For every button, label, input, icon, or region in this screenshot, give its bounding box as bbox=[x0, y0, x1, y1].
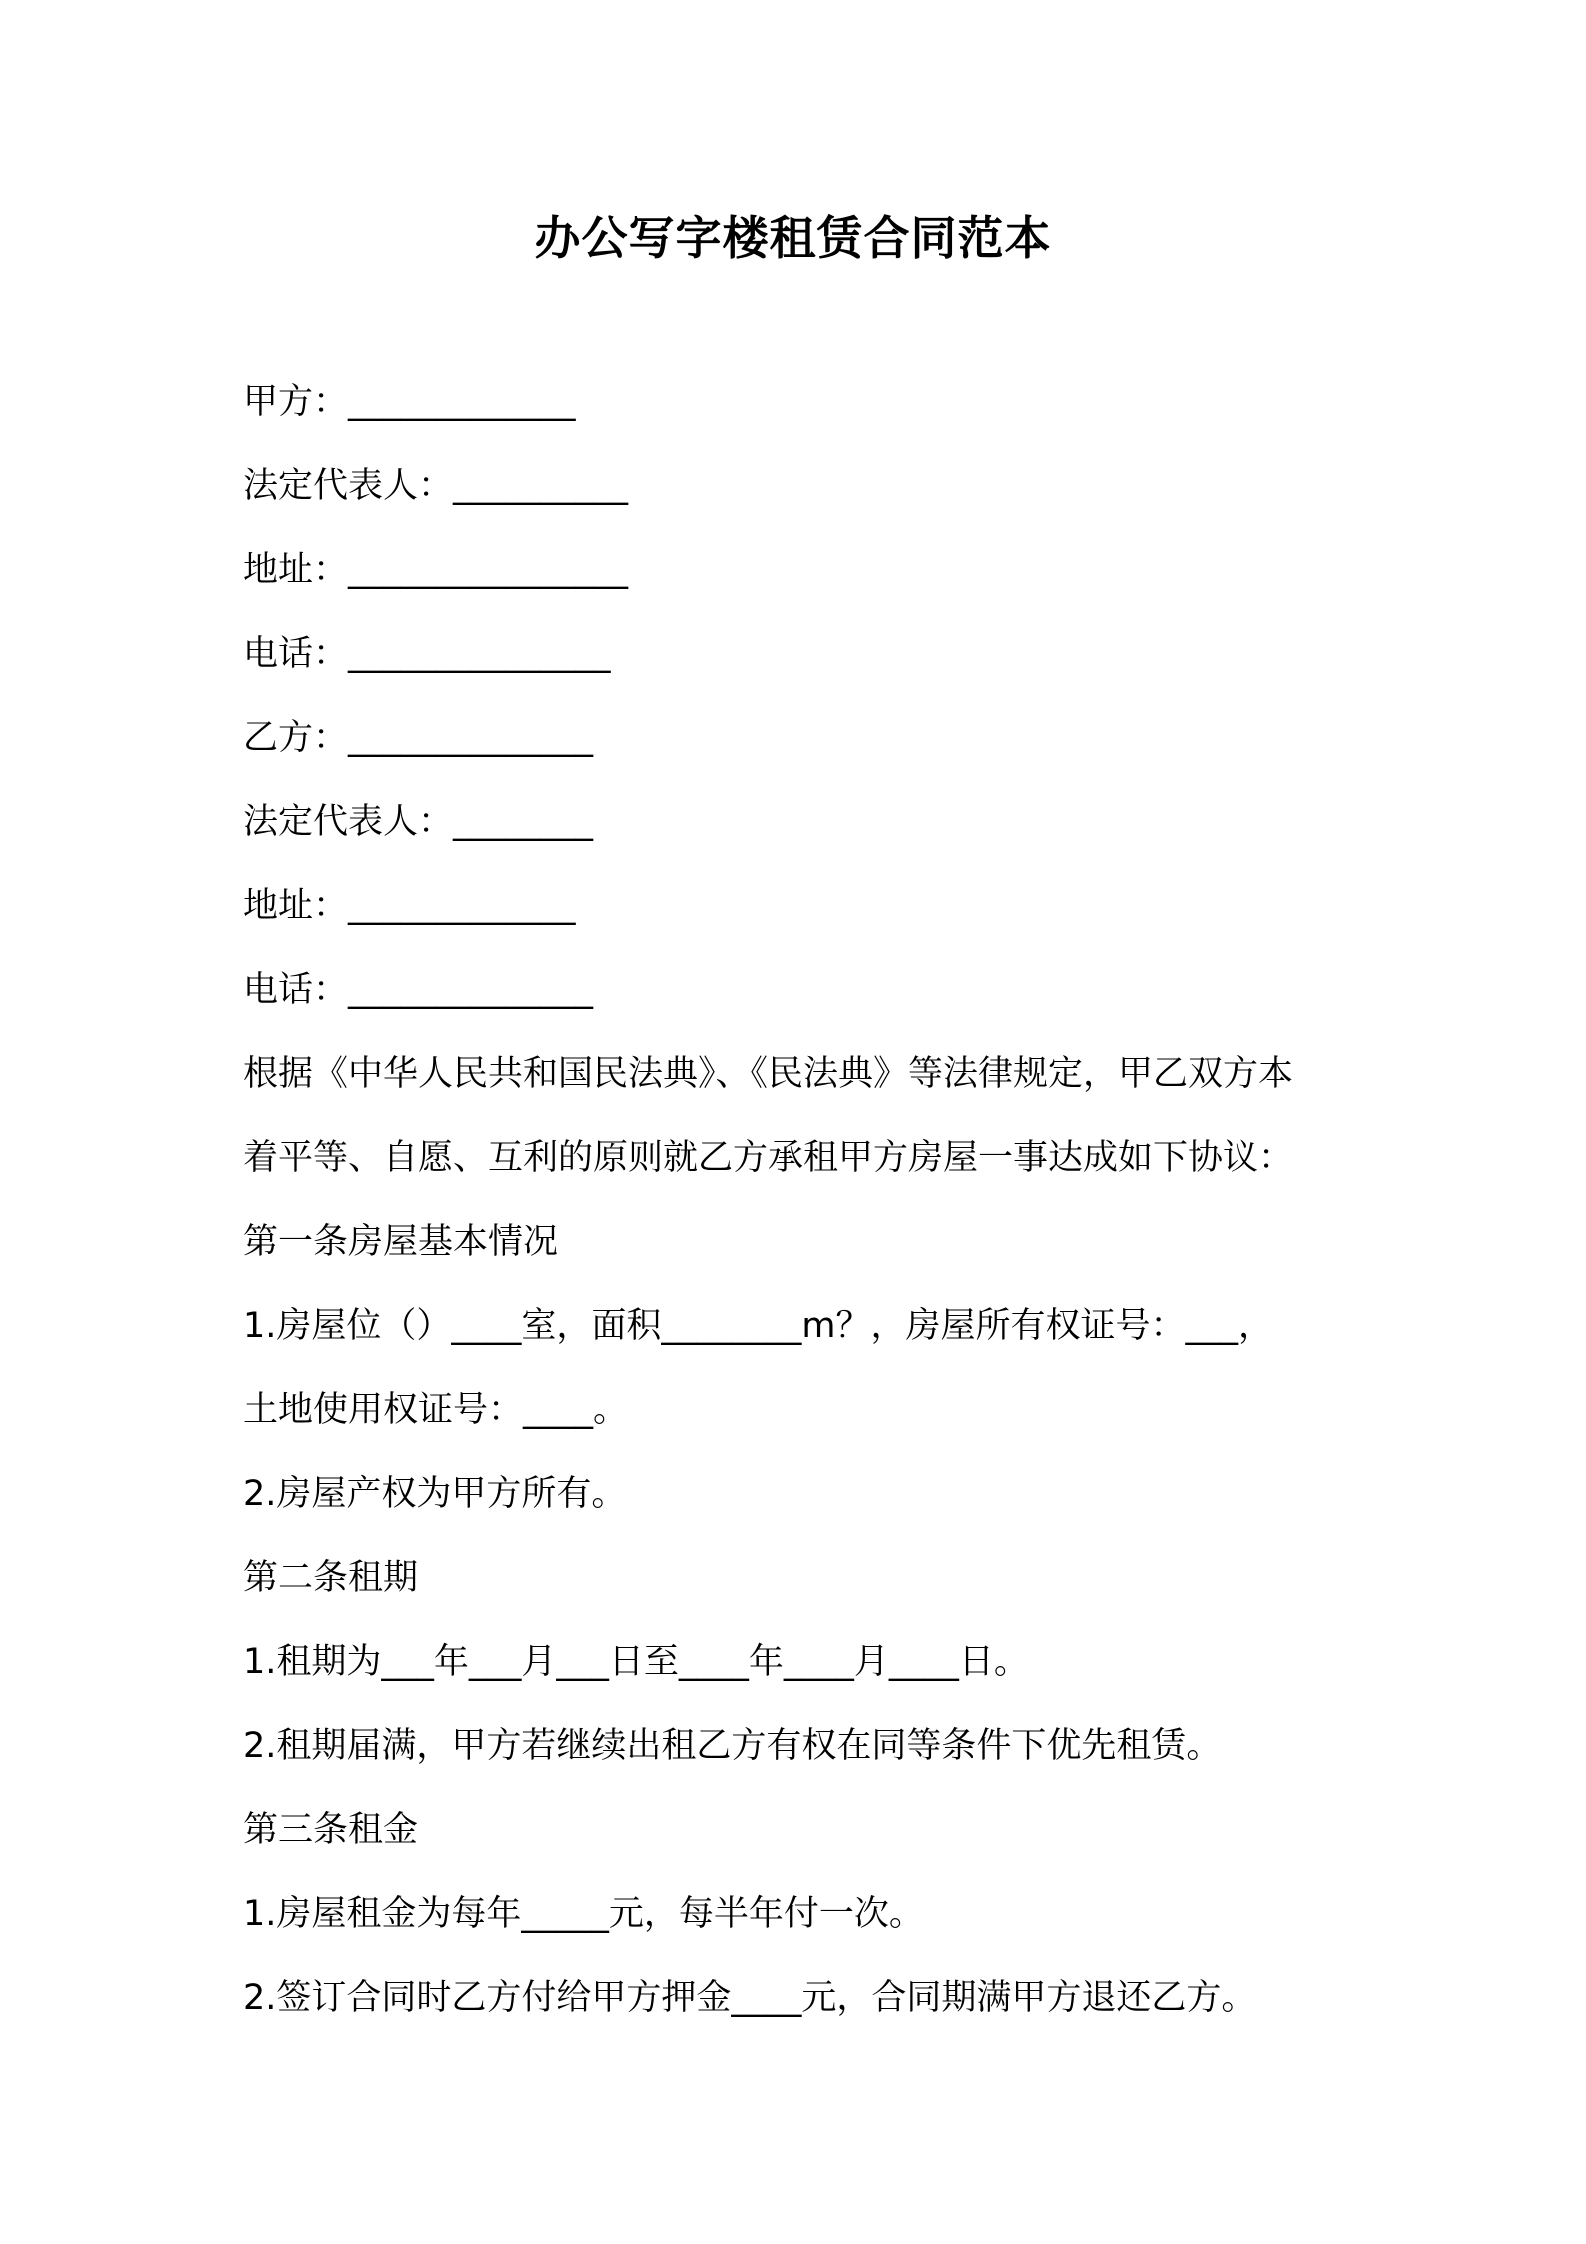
document-title: 办公写字楼租赁合同范本 bbox=[534, 211, 1052, 265]
document-body bbox=[243, 360, 1363, 2040]
party-a-representative-line: 法定代表人：__________ bbox=[243, 466, 629, 506]
party-b-phone-line: 电话：______________ bbox=[243, 970, 594, 1010]
preamble-line-2: 着平等、自愿、互利的原则就乙方承租甲方房屋一事达成如下协议： bbox=[243, 1138, 1294, 1178]
article-3-clause-2: 2.签订合同时乙方付给甲方押金____元，合同期满甲方退还乙方。 bbox=[243, 1978, 1257, 2018]
article-3-clause-1: 1.房屋租金为每年_____元，每半年付一次。 bbox=[243, 1894, 924, 1934]
party-a-address-line: 地址：________________ bbox=[243, 550, 629, 590]
party-b-representative-line: 法定代表人：________ bbox=[243, 802, 594, 842]
party-a-line: 甲方：_____________ bbox=[243, 382, 576, 422]
party-a-phone-line: 电话：_______________ bbox=[243, 634, 611, 674]
article-2-clause-2: 2.租期届满，甲方若继续出租乙方有权在同等条件下优先租赁。 bbox=[243, 1726, 1222, 1766]
article-1-clause-1-cont: 土地使用权证号：____。 bbox=[243, 1390, 629, 1430]
party-b-line: 乙方：______________ bbox=[243, 718, 594, 758]
article-2-clause-1: 1.租期为___年___月___日至____年____月____日。 bbox=[243, 1642, 1029, 1682]
preamble-line-1: 根据《中华人民共和国民法典》、《民法典》等法律规定，甲乙双方本 bbox=[243, 1054, 1294, 1094]
article-1-clause-2: 2.房屋产权为甲方所有。 bbox=[243, 1474, 627, 1514]
article-3-heading: 第三条租金 bbox=[243, 1810, 419, 1850]
party-b-address-line: 地址：_____________ bbox=[243, 886, 576, 926]
article-2-heading: 第二条租期 bbox=[243, 1558, 419, 1598]
article-1-clause-1: 1.房屋位（）____室，面积________m？，房屋所有权证号：___， bbox=[243, 1306, 1273, 1346]
article-1-heading: 第一条房屋基本情况 bbox=[243, 1222, 559, 1262]
